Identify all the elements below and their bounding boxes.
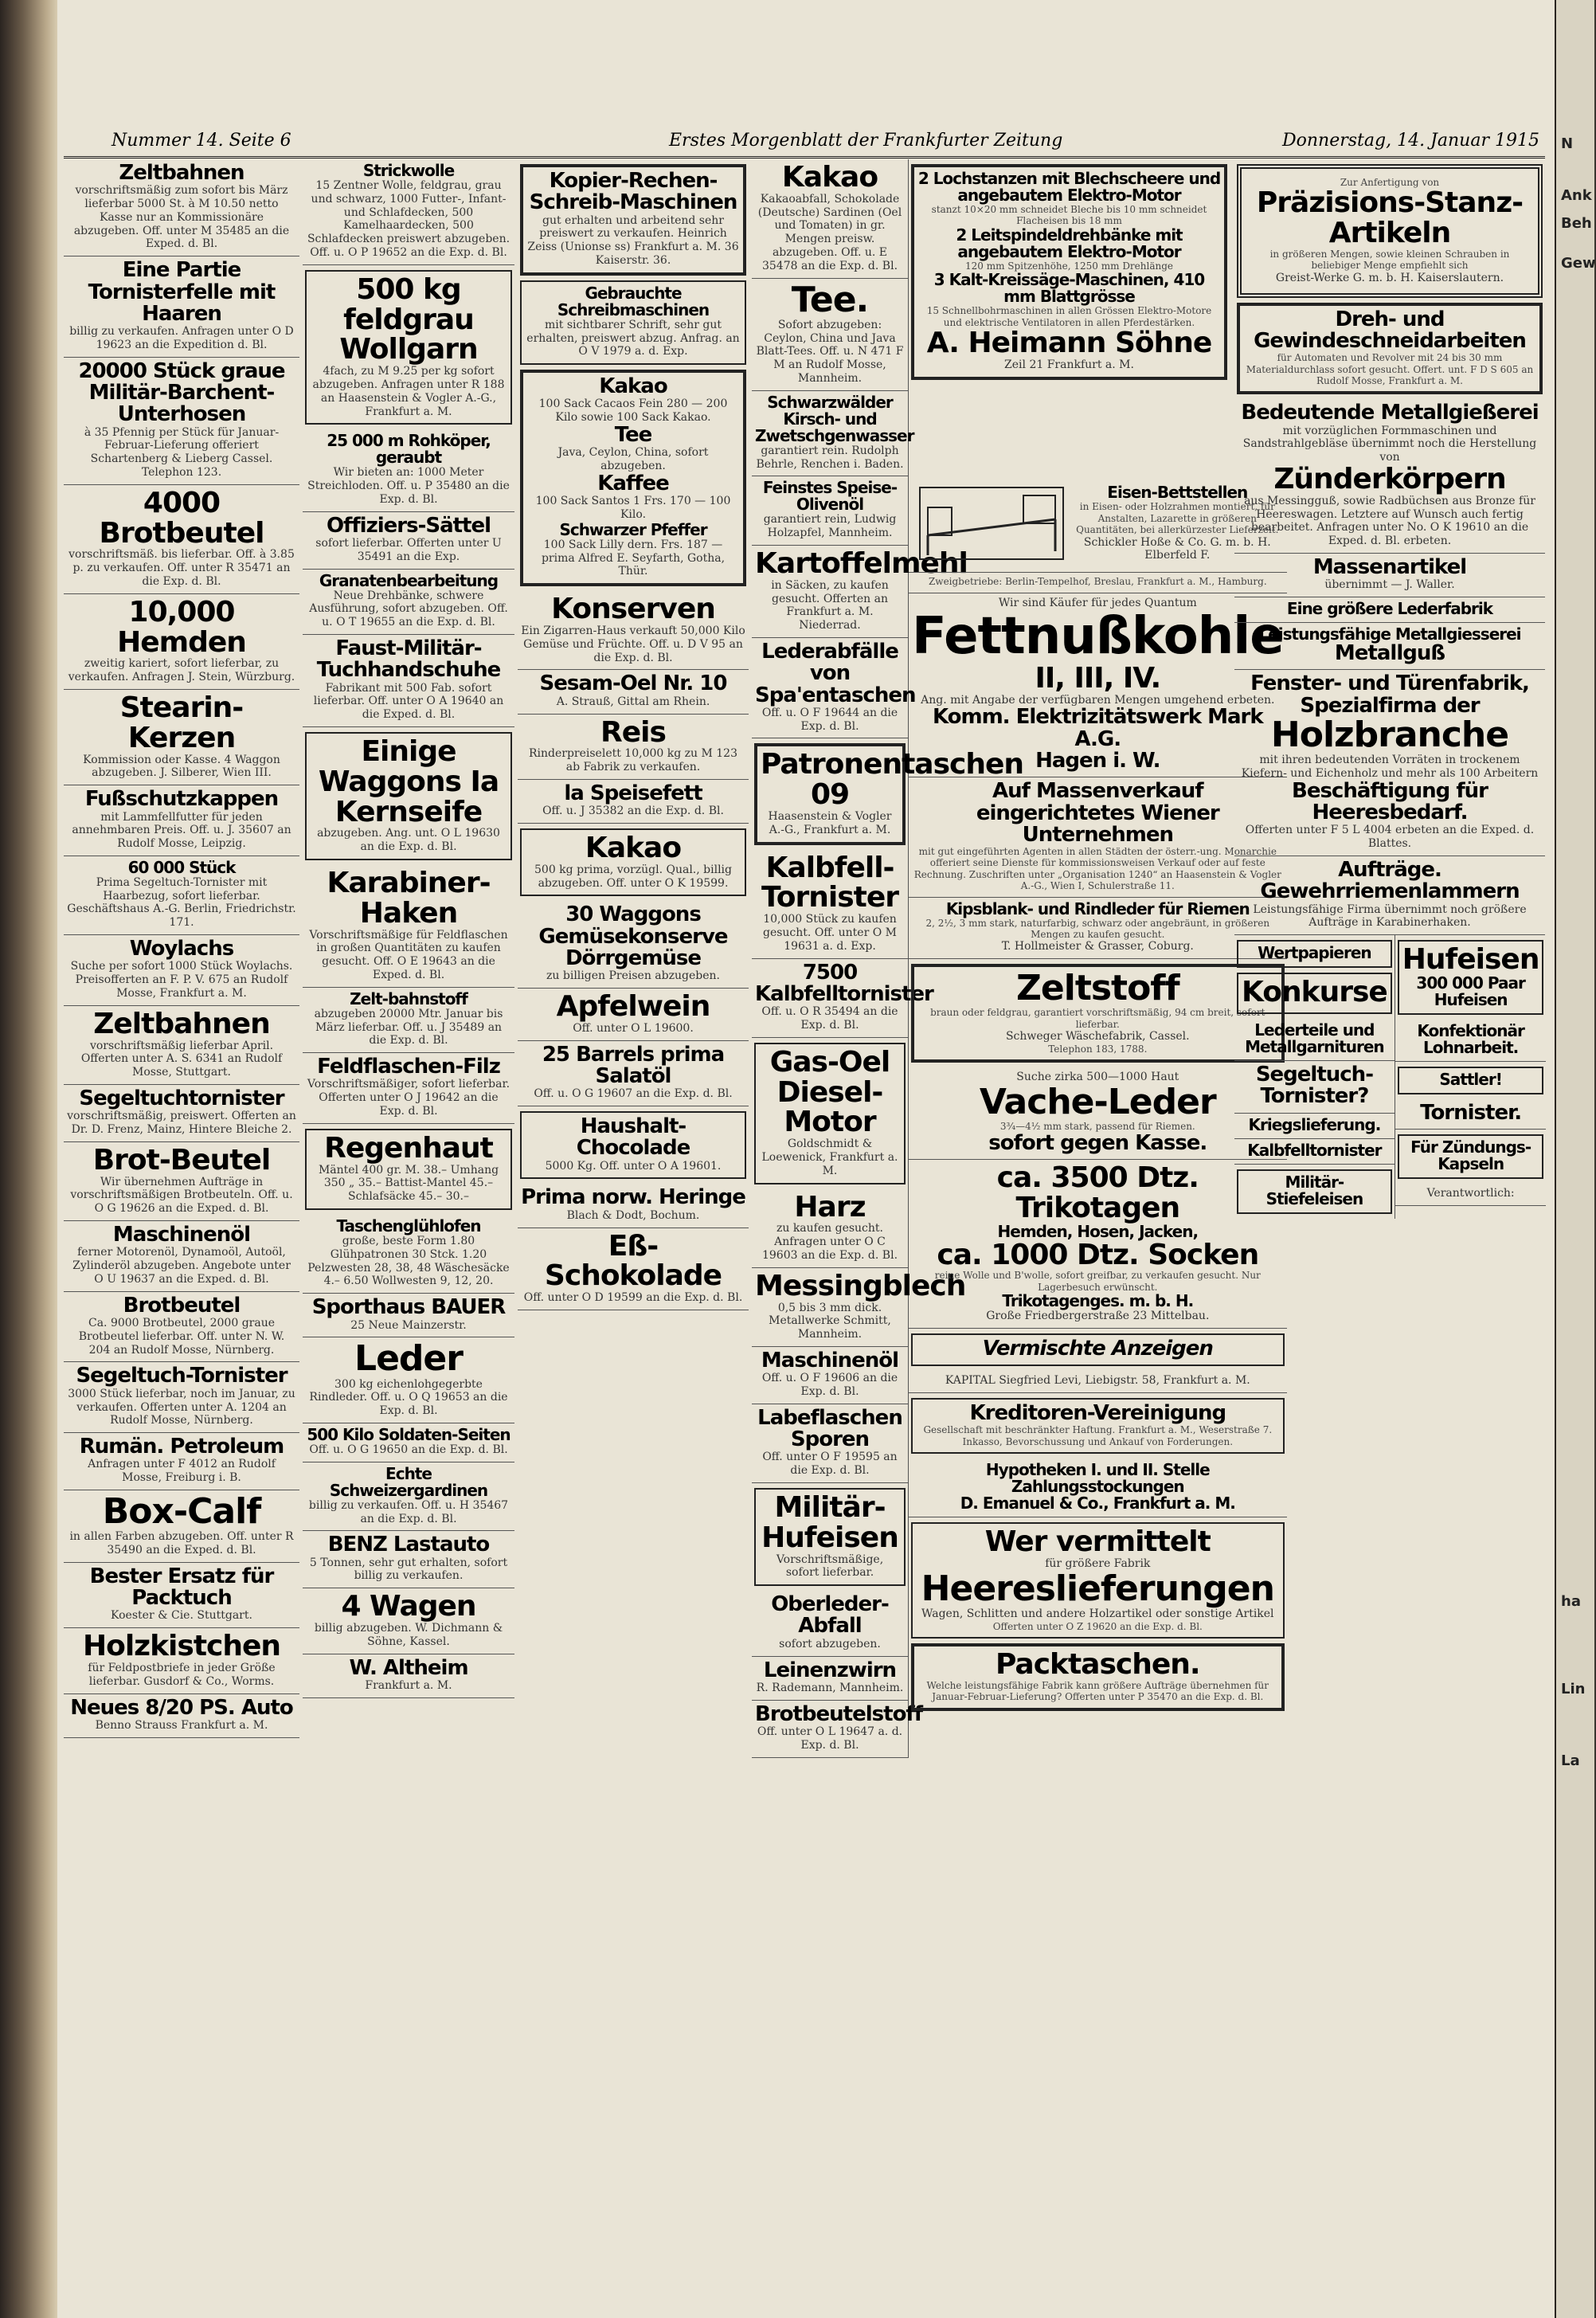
ad-phone: Telephon 183, 1788. (1048, 1043, 1148, 1055)
ad-text: Benno Strauss Frankfurt a. M. (95, 1718, 268, 1732)
ad-title: Wertpapieren (1258, 943, 1371, 963)
ad-text: 100 Sack Lilly dern. Frs. 187 — prima Alfred E. Seyfarth, Gotha, Thür. (541, 538, 726, 578)
ad-title: Hufeisen (1402, 943, 1539, 977)
ad-title: Metallguß (1334, 641, 1445, 666)
ad-text: für Automaten und Revolver mit 24 bis 30 mm Materialdurchlass sofort gesucht. Offert. unt. F D S 605 an Rudolf Mosse, Frankfurt a. M. (1246, 352, 1534, 386)
ad-title: Box-Calf (102, 1490, 261, 1532)
ad-title: 4000 Brotbeutel (99, 486, 264, 550)
ad-text: KAPITAL Siegfried Levi, Liebigstr. 58, Frankfurt a. M. (945, 1374, 1250, 1388)
ad-title: Vache-Leder (979, 1082, 1216, 1123)
ad-title: Kakao (599, 374, 667, 399)
ad-text: Koester & Cie. Stuttgart. (111, 1609, 252, 1623)
ad-text: billig zu verkaufen. Anfragen unter O D 19623 an die Expedition d. Bl. (69, 325, 294, 351)
ad-title: Fettnußkohle (912, 606, 1284, 666)
ad-title: 60 000 Stück (127, 857, 236, 877)
ad-text: Ca. 9000 Brotbeutel, 2000 graue Brotbeutel lieferbar. Off. unter N. W. 204 an Rudolf Mosse, Nürnberg. (78, 1317, 285, 1357)
ad-title: Beschäftigung für Heeresbedarf. (1292, 778, 1488, 825)
ad-title: Feldflaschen-Filz (317, 1055, 500, 1079)
ad-text: Vorschriftsmäßige für Feldflaschen in großen Quantitäten zu kaufen gesucht. Off. O E 19643 an die Exped. d. Bl. (309, 928, 508, 981)
ad-text: Wir bieten an: 1000 Meter Streichloden. Off. u. P 35480 an die Exp. d. Bl. (307, 466, 510, 506)
ad-title: Offiziers-Sättel (326, 513, 491, 538)
ad-title: Leistungsfähige Metallgiesserei (1258, 625, 1521, 644)
ad-offer: Offerten unter O Z 19620 an die Exp. d. Bl. (992, 1620, 1203, 1632)
ad-text: Off. u. J 35382 an die Exp. d. Bl. (542, 805, 724, 818)
ad-title: Lederabfälle von Spa'entaschen (755, 639, 916, 707)
column-5 (1234, 159, 1545, 2302)
ad-title: 500 kg feldgrau Wollgarn (339, 272, 478, 366)
ad-title: Messingblech (755, 1269, 966, 1302)
ad-firm: D. Emanuel & Co., Frankfurt a. M. (960, 1494, 1235, 1513)
ad-title: Fenster- und Türenfabrik, Spezialfirma der (1250, 672, 1529, 718)
ad-firm: Schickler Hoße & Co. G. m. b. H. (1083, 535, 1271, 549)
ad-title: Aufträge. (1338, 857, 1441, 882)
ad-title: 10,000 Hemden (117, 595, 246, 659)
ad-text: sofort abzugeben. (779, 1637, 881, 1650)
ad-title: Auf Massenverkauf eingerichtetes Wiener Unternehmen (976, 779, 1219, 847)
ad-text: vorschriftsmäßig zum sofort bis März lieferbar 5000 St. à M 10.50 netto Kasse nur an Kommissionäre abzugeben. Off. unter M 35485 an die Exped. d. Bl. (73, 184, 290, 251)
ad-text: in allen Farben abzugeben. Off. unter R 35490 an die Exped. d. Bl. (69, 1530, 294, 1556)
ad-title: Taschenglühlofen (336, 1216, 481, 1236)
issue-date: Donnerstag, 14. Januar 1915 (1282, 131, 1539, 151)
ad-text: vorschriftsmäßig lieferbar April. Offerten unter A. S. 6341 an Rudolf Mosse, Stuttgart. (80, 1039, 283, 1079)
ad-title: Apfelwein (556, 990, 710, 1024)
ad-text: 3000 Stück lieferbar, noch im Januar, zu verkaufen. Offerten unter A. 1204 an Rudolf Mosse, Nürnberg. (68, 1387, 295, 1427)
ad-title: Kakao (781, 161, 878, 194)
ad-text: Kommission oder Kasse. 4 Waggon abzugeben. J. Silberer, Wien III. (83, 753, 280, 780)
ad-title: Zeltstoff (1015, 968, 1179, 1009)
ad-title: Harz (794, 1190, 866, 1224)
ad-title: Maschinenöl (112, 1223, 251, 1247)
ad-text: ferner Motorenöl, Dynamoöl, Autoöl, Zylinderöl abzugeben. Angebote unter O U 19637 an die Exped. d. Bl. (72, 1246, 291, 1286)
ad-text: mit sichtbarer Schrift, sehr gut erhalten, preiswert abzug. Anfrag. an O V 1979 a. d. Exp. (526, 318, 740, 358)
bedstead-illustration (912, 480, 1071, 567)
ad-text: sofort lieferbar. Offerten unter U 35491 an die Exp. (315, 537, 502, 563)
ad-text: 15 Zentner Wolle, feldgrau, grau und schwarz, 1000 Futter-, Infant- und Schlafdecken, 500 Kamelhaardecken, 500 Schlafdecken preiswert abzugeben. Off. u. O P 19652 an die Exp. d. Bl. (307, 179, 510, 259)
ad-title: Leder (354, 1338, 463, 1380)
ad-text: R. Rademann, Mannheim. (756, 1681, 904, 1694)
ad-text: à 35 Pfennig per Stück für Januar-Februar-Lieferung offeriert Schartenberg & Lieberg Cassel. Telephon 123. (84, 425, 280, 480)
ad-title: Zeltbahnen (93, 1007, 270, 1040)
ad-text: garantiert rein, Ludwig Holzapfel, Mannheim. (763, 513, 897, 540)
ad-title: Wer vermittelt (984, 1525, 1211, 1559)
ad-title: W. Altheim (349, 1655, 468, 1680)
ad-subtitle: Zahlungsstockungen (1011, 1477, 1184, 1497)
ad-text: in größeren Mengen, sowie kleinen Schrauben in beliebiger Menge empfiehlt sich (1269, 248, 1510, 272)
ad-text: billig zu verkaufen. Off. u. H 35467 an die Exp. d. Bl. (308, 1498, 509, 1525)
ad-firm: T. Hollmeister & Grasser, Coburg. (1001, 940, 1194, 953)
ad-title: 20000 Stück graue Militär-Barchent-Unterhosen (78, 358, 285, 427)
ad-text: übernimmt — J. Waller. (1324, 578, 1455, 592)
ad-text: 100 Sack Cacaos Fein 280 — 200 Kilo sowie 100 Sack Kakao. (538, 397, 728, 425)
ad-text: Off. u. O G 19650 an die Exp. d. Bl. (309, 1443, 508, 1456)
ad-city: Hagen i. W. (1035, 748, 1160, 773)
ad-title: Konserven (551, 593, 715, 626)
ad-title: Hypotheken I. und II. Stelle (985, 1460, 1210, 1480)
ad-title: Brotbeutelstoff (755, 1701, 923, 1726)
ad-title: Kalbfell-Tornister (761, 851, 899, 914)
ad-title: ca. 3500 Dtz. Trikotagen (996, 1161, 1199, 1224)
ad-title: Kartoffelmehl (755, 546, 968, 580)
ad-intro: Wir sind Käufer für jedes Quantum (998, 596, 1197, 609)
ad-text: 10,000 Stück zu kaufen gesucht. Off. unter O M 19631 a. d. Exp. (762, 913, 897, 953)
ad-title: Präzisions-Stanz-Artikeln (1256, 186, 1524, 250)
ad-title: Patronentaschen 09 (761, 748, 1024, 812)
edge-fragment: N (1561, 135, 1574, 152)
ad-title: Zünderkörpern (1273, 463, 1506, 496)
ad-title: 25 Barrels prima Salatöl (542, 1042, 725, 1088)
ad-text: zweitig kariert, sofort lieferbar, zu verkaufen. Anfragen J. Stein, Würzburg. (68, 657, 295, 684)
ad-title: 7500 Kalbfelltornister (755, 960, 933, 1006)
ad-text: Off. u. O R 35494 an die Exp. d. Bl. (761, 1005, 898, 1032)
ad-text: Neue Drehbänke, schwere Ausführung, sofort abzugeben. Off. u. O T 19655 an die Exp. d. Bl. (309, 589, 508, 629)
section-heading: Vermischte Anzeigen (982, 1337, 1213, 1361)
ad-title: Eß-Schokolade (544, 1229, 722, 1293)
ad-title: Segeltuch-Tornister (76, 1364, 288, 1388)
ad-title: Schwarzer Pfeffer (559, 519, 707, 539)
ad-text: 5 Tonnen, sehr gut erhalten, sofort billig zu verkaufen. (309, 1556, 508, 1583)
ad-title: Regenhaut (324, 1131, 493, 1165)
ad-cash: sofort gegen Kasse. (988, 1130, 1207, 1155)
ad-text: Rinderpreiselett 10,000 kg zu M 123 ab Fabrik zu verkaufen. (528, 747, 737, 774)
ad-title: Feinstes Speise-Olivenöl (762, 478, 898, 515)
ad-title: 30 Waggons Gemüsekonserve Dörrgemüse (538, 903, 728, 970)
ad-title: Gebrauchte Schreibmaschinen (557, 283, 710, 319)
ad-subtitle: Hemden, Hosen, Jacken, (997, 1221, 1199, 1241)
ad-title: 3 Kalt-Kreissäge-Maschinen, 410 mm Blattgrösse (933, 270, 1205, 307)
ad-text: vorschriftsmäßig, preiswert. Offerten an Dr. D. Frenz, Mainz, Hintere Bleiche 2. (67, 1110, 296, 1137)
ad-text: Fabrikant mit 500 Fab. sofort lieferbar. Off. unter O A 19640 an die Exped. d. Bl. (313, 681, 504, 722)
ad-title: Neues 8/20 PS. Auto (70, 1695, 293, 1720)
ad-text: 300 000 Paar Hufeisen (1416, 973, 1525, 1009)
ad-title: Kriegslieferung. (1248, 1114, 1381, 1134)
ad-text: Suche per sofort 1000 Stück Woylachs. Preisofferten an F. P. V. 675 an Rudolf Mosse, Frankfurt a. M. (70, 960, 293, 1000)
ad-text: Mäntel 400 gr. M. 38.– Umhang 350 „ 35.– Battist-Mantel 45.– Schlafsäcke 45.– 30.– (318, 1163, 499, 1204)
ad-text: große, beste Form 1.80 Glühpatronen 30 Stck. 1.20 Pelzwesten 28, 38, 48 Wäschesäcke 4.– 6.50 Wollwesten 9, 12, 20. (307, 1235, 510, 1288)
ad-text: mit gut eingeführten Agenten in allen Städten der österr.-ung. Monarchie offeriert seine Dienste für kommissionsweisen Verkauf oder auf feste Rechnung. Zuschriften unter „Organisation 1240“ an Haasenstein & Vogler A.-G., Wien I, Schulerstraße 11. (913, 846, 1281, 892)
column-1 (64, 159, 299, 2302)
ad-subtitle: für größere Fabrik (1045, 1557, 1151, 1570)
ad-title: Kipsblank- und Rindleder für Riemen (945, 899, 1250, 918)
ad-title: Stearin-Kerzen (119, 691, 244, 754)
ad-text: Goldschmidt & Loewenick, Frankfurt a. M. (761, 1137, 898, 1177)
ad-title: ca. 1000 Dtz. Socken (937, 1238, 1259, 1271)
ad-text: 15 Schnellbohrmaschinen in allen Grössen Elektro-Motore und elektrische Ventilatoren in allen Pferdestärken. (926, 305, 1212, 328)
ad-title: Gas-Oel Diesel-Motor (769, 1045, 890, 1139)
ad-title: Bester Ersatz für Packtuch (89, 1564, 274, 1611)
ad-title: Zeltbahnen (119, 161, 244, 185)
ad-text: mit vorzüglichen Formmaschinen und Sandstrahlgebläse übernimmt noch die Herstellung von (1242, 424, 1537, 464)
ad-title: Lederteile und Metallgarnituren (1245, 1020, 1384, 1056)
ad-text: 3¾—4½ mm stark, passend für Riemen. (999, 1121, 1195, 1133)
book-binding (0, 0, 57, 2318)
ad-title: Schwarzwälder Kirsch- und Zwetschgenwasser (755, 392, 914, 445)
ad-text: Sofort abzugeben: Ceylon, China und Java Blatt-Tees. Off. u. N 471 F M an Rudolf Mosse, Mannheim. (756, 318, 904, 385)
ad-text: Java, Ceylon, China, sofort abzugeben. (557, 446, 709, 473)
ad-title: Heereslieferungen (921, 1568, 1274, 1609)
ad-text: 300 kg eichenlohgegerbte Rindleder. Off. u. O Q 19653 an die Exp. d. Bl. (309, 1377, 508, 1418)
ad-title: Gewehrriemenlammern (1260, 879, 1520, 904)
ad-title: Bedeutende Metallgießerei (1241, 401, 1539, 425)
ad-text: 5000 Kg. Off. unter O A 19601. (545, 1159, 722, 1173)
ad-title: Holzbranche (1270, 714, 1509, 755)
ad-title: Kaffee (597, 471, 669, 495)
ad-title: la Speisefett (564, 781, 702, 805)
ad-title: Tee (614, 423, 652, 448)
ad-title: Lohnarbeit. (1423, 1037, 1519, 1057)
ad-text: Leistungsfähige Firma übernimmt noch größere Aufträge in Karabinerhaken. (1253, 903, 1527, 930)
ad-firm: Trikotagenges. m. b. H. (1002, 1291, 1194, 1311)
page-number: Nummer 14. Seite 6 (111, 131, 291, 151)
next-page-edge (1555, 0, 1594, 2318)
ad-title: Woylachs (129, 937, 234, 961)
ad-text: abzugeben 20000 Mtr. Januar bis März lieferbar. Off. u. J 35489 an die Exp. d. Bl. (314, 1007, 503, 1047)
ad-title: Einige Waggons Ia Kernseife (318, 735, 499, 828)
ad-title: Segeltuch-Tornister? (1255, 1062, 1373, 1109)
ad-text: mit Lammfellfutter für jeden annehmbaren Preis. Off. u. J. 35607 an Rudolf Mosse, Leipzig. (72, 810, 291, 851)
ad-title: Leinenzwirn (763, 1658, 897, 1682)
ad-text: Gesellschaft mit beschränkter Haftung. Frankfurt a. M., Weserstraße 7. Inkasso, Bevorschussung und Ankauf von Forderungen. (923, 1424, 1273, 1447)
ad-title: Tornister. (1420, 1100, 1522, 1125)
ad-text: braun oder feldgrau, garantiert vorschriftsmäßig, 94 cm breit, sofort lieferbar. (930, 1007, 1265, 1030)
newspaper-title: Erstes Morgenblatt der Frankfurter Zeitung (669, 131, 1063, 151)
ad-text: Offerten unter F 5 L 4004 erbeten an die Exped. d. Blattes. (1245, 824, 1535, 851)
ad-title: Maschinenöl (761, 1348, 899, 1372)
ad-address: Große Friedbergerstraße 23 Mittelbau. (986, 1310, 1210, 1323)
column-3 (518, 159, 749, 2302)
ad-text: 4fach, zu M 9.25 per kg sofort abzugeben. Anfragen unter R 188 an Haasenstein & Vogler A.-G., Frankfurt a. M. (312, 365, 505, 418)
ad-title: Brotbeutel (123, 1293, 241, 1318)
edge-fragment: Ank (1561, 187, 1592, 204)
ad-text: 100 Sack Santos 1 Frs. 170 — 100 Kilo. (535, 495, 731, 522)
ad-title: Strickwolle (362, 161, 455, 180)
ad-text: Off. u. O F 19606 an die Exp. d. Bl. (761, 1372, 898, 1399)
ad-title: Oberleder-Abfall (771, 1592, 889, 1639)
ad-title: Segeltuchtornister (79, 1086, 284, 1110)
ad-text: zu kaufen gesucht. Anfragen unter O C 19603 an die Exp. d. Bl. (761, 1222, 898, 1262)
ad-title: Reis (600, 715, 666, 749)
edge-fragment: Lin (1561, 1681, 1586, 1697)
ad-text: 2, 2½, 3 mm stark, naturfarbig, schwarz oder angebräunt, in größeren Mengen zu kaufen gesucht. (925, 917, 1270, 941)
ad-title: Eine größere Lederfabrik (1286, 599, 1493, 619)
ad-title: Prima norw. Heringe (521, 1185, 745, 1210)
ad-title: Kopier-Rechen-Schreib-Maschinen (529, 169, 737, 215)
ad-text: Off. unter O F 19595 an die Exp. d. Bl. (762, 1451, 898, 1478)
ad-title: Faust-Militär-Tuchhandschuhe (316, 636, 501, 683)
column-4-wide (752, 159, 1284, 2302)
ad-title: Sporthaus BAUER (311, 1295, 506, 1320)
ad-text: Vorschriftsmäßige, sofort lieferbar. (776, 1553, 884, 1580)
ad-title: Sattler! (1439, 1069, 1502, 1089)
ad-text: in Eisen- oder Holzrahmen montiert, für Anstalten, Lazarette in größeren Quantitäten, bei allerkürzester Lieferzeit. (1076, 501, 1279, 536)
ad-text: Zeil 21 Frankfurt a. M. (1004, 358, 1134, 371)
ad-title: Kalbfelltornister (1247, 1140, 1382, 1160)
ad-title: Rumän. Petroleum (79, 1435, 284, 1459)
ad-text: Off. unter O D 19599 an die Exp. d. Bl. (523, 1291, 743, 1305)
ad-text: für Feldpostbriefe in jeder Größe lieferbar. Gusdorf & Co., Worms. (88, 1661, 276, 1688)
ad-city: Elberfeld F. (1144, 549, 1211, 562)
ad-text: gut erhalten und arbeitend sehr preiswert zu verkaufen. Heinrich Zeiss (Unionse ss) Frankfurt a. M. 36 Kaiserstr. 36. (527, 213, 739, 267)
ad-title: 2 Lochstanzen mit Blechscheere und angebautem Elektro-Motor (917, 169, 1221, 205)
ad-title: Eine Partie Tornisterfelle mit Haaren (88, 258, 276, 326)
ad-text: Frankfurt a. M. (365, 1678, 452, 1692)
ad-text: A. Strauß, Gittal am Rhein. (556, 695, 710, 708)
ad-title: Eisen-Bettstellen (1107, 483, 1248, 503)
ad-title: Militär-Hufeisen (761, 1491, 898, 1554)
ad-title: Für Zündungs-Kapseln (1410, 1137, 1531, 1174)
ad-title: Sesam-Oel Nr. 10 (539, 672, 727, 696)
edge-fragment: ha (1561, 1593, 1581, 1610)
ad-text: Off. u. O F 19644 an die Exp. d. Bl. (761, 706, 898, 733)
ad-title: Echte Schweizergardinen (329, 1463, 488, 1500)
ad-text: Blach & Dodt, Bochum. (566, 1208, 700, 1222)
ad-text: vorschriftsmäß. bis lieferbar. Off. à 3.85 p. zu verkaufen. Off. unter R 35471 an die Exp. d. Bl. (68, 548, 295, 589)
ad-text: stanzt 10×20 mm schneidet Bleche bis 10 mm schneidet Flacheisen bis 18 mm (931, 204, 1207, 227)
ad-title: Karabiner-Haken (327, 867, 491, 930)
ad-text: in Säcken, zu kaufen gesucht. Offerten an Frankfurt a. M. Niederrad. (771, 578, 889, 632)
ad-title: Konfektionär (1417, 1020, 1524, 1040)
ad-firm: Greist-Werke G. m. b. H. Kaiserslautern. (1275, 271, 1504, 284)
ad-text: Ang. mit Angabe der verfügbaren Mengen umgehend erbeten. (921, 693, 1275, 707)
ad-title: Kakao (585, 832, 682, 864)
ad-title: A. Heimann Söhne (926, 326, 1212, 359)
ad-title: Tee. (791, 279, 869, 320)
ad-text: 0,5 bis 3 mm dick. Metallwerke Schmitt, Mannheim. (769, 1301, 891, 1341)
ad-title: Massenartikel (1312, 555, 1467, 579)
ad-title: Haushalt-Chocolade (576, 1114, 690, 1161)
ad-text: Wagen, Schlitten und andere Holzartikel oder sonstige Artikel (921, 1607, 1274, 1620)
ad-title: Labeflaschen Sporen (757, 1405, 902, 1452)
ad-title: Packtaschen. (995, 1648, 1200, 1682)
ad-title: Zelt-bahnstoff (350, 989, 467, 1008)
ad-text: Verantwortlich: (1426, 1187, 1515, 1200)
column-2 (303, 159, 514, 2302)
ad-text: Kakaoabfall, Schokolade (Deutsche) Sardinen (Oel und Tomaten) in gr. Mengen preisw. abzugeben. Off. u. E 35478 an die Exp. d. Bl. (757, 192, 902, 272)
ad-subtitle: II, III, IV. (1035, 661, 1161, 695)
ad-text: Vorschriftsmäßiger, sofort lieferbar. Offerten unter O J 19642 an die Exp. d. Bl. (307, 1078, 510, 1118)
ad-intro: Zur Anfertigung von (1340, 177, 1440, 188)
ad-text: Off. unter O L 19600. (573, 1021, 694, 1035)
page-header (64, 127, 1545, 159)
ad-title: 2 Leitspindeldrehbänke mit angebautem Elektro-Motor (956, 225, 1183, 261)
ad-title: Brot-Beutel (92, 1143, 271, 1177)
ad-text: Off. u. O G 19607 an die Exp. d. Bl. (534, 1087, 733, 1101)
ad-text: garantiert rein. Rudolph Behrle, Renchen i. Baden. (756, 444, 904, 471)
edge-fragment: Gew (1561, 255, 1596, 272)
ad-text: zu billigen Preisen abzugeben. (546, 969, 720, 983)
ad-firm: Schweger Wäschefabrik, Cassel. (1005, 1030, 1190, 1043)
edge-fragment: Beh (1561, 215, 1592, 232)
ad-title: 4 Wagen (341, 1590, 476, 1623)
ad-text: 120 mm Spitzenhöhe, 1250 mm Drehlänge (964, 260, 1174, 272)
ad-title: Holzkistchen (82, 1630, 281, 1663)
ad-title: Kreditoren-Vereinigung (969, 1401, 1226, 1426)
ad-text: Zweigbetriebe: Berlin-Tempelhof, Breslau, Frankfurt a. M., Hamburg. (928, 576, 1267, 588)
ad-text: 500 kg prima, vorzügl. Qual., billig abzugeben. Off. unter O K 19599. (534, 863, 732, 890)
ad-title: Konkurse (1242, 976, 1387, 1009)
ad-text: abzugeben. Ang. unt. O L 19630 an die Exp. d. Bl. (317, 827, 500, 854)
ad-text: billig abzugeben. W. Dichmann & Söhne, Kassel. (314, 1621, 503, 1648)
ad-text: Anfragen unter F 4012 an Rudolf Mosse, Freiburg i. B. (88, 1458, 276, 1485)
edge-fragment: La (1561, 1752, 1580, 1769)
ad-firm: Komm. Elektrizitätswerk Mark A.G. (932, 705, 1263, 751)
ad-title: Granatenbearbeitung (319, 570, 499, 590)
ad-title: BENZ Lastauto (327, 1533, 490, 1557)
ad-text: Welche leistungsfähige Fabrik kann größere Aufträge übernehmen für Januar-Februar-Lieferung? Offerten unter P 35470 an die Exp. d. Bl. (926, 1679, 1269, 1703)
ad-text: Prima Segeltuch-Tornister mit Haarbezug, sofort lieferbar. Geschäftshaus A.-G. Berlin, Friedrichstr. 171. (67, 875, 296, 930)
ad-title: Militär-Stiefeleisen (1265, 1172, 1363, 1208)
ad-text: Ein Zigarren-Haus verkauft 50,000 Kilo Gemüse und Früchte. Off. u. D V 95 an die Exp. d. Bl. (521, 625, 745, 664)
ad-text: mit ihren bedeutenden Vorräten in trockenem Kiefern- und Eichenholz und mehr als 100 Arbeitern (1241, 754, 1539, 780)
ad-text: aus Messingguß, sowie Radbüchsen aus Bronze für Heereswagen. Letztere auf Wunsch auch fertig bearbeitet. Anfragen unter No. O K 19610 an die Exped. d. Bl. erbeten. (1244, 494, 1535, 548)
ad-title: Fußschutzkappen (84, 787, 279, 812)
ad-text: Off. unter O L 19647 a. d. Exp. d. Bl. (757, 1725, 903, 1752)
ad-text: reine Wolle und B'wolle, sofort greifbar, zu verkaufen gesucht. Nur Lagerbesuch erwünscht. (934, 1270, 1261, 1293)
ad-title: 25 000 m Rohköper, geraubt (327, 431, 491, 468)
ad-title: Dreh- und Gewindeschneidarbeiten (1254, 307, 1526, 353)
ad-title: 500 Kilo Soldaten-Seiten (307, 1424, 510, 1444)
ad-intro: Suche zirka 500—1000 Haut (1016, 1071, 1179, 1084)
ad-text: Haasenstein & Vogler A.-G., Frankfurt a. M. (768, 810, 892, 836)
ad-text: 25 Neue Mainzerstr. (350, 1318, 467, 1332)
ad-text: Wir übernehmen Aufträge in vorschriftsmäßigen Brotbeuteln. Off. u. O G 19626 an die Exped. d. Bl. (70, 1175, 293, 1216)
